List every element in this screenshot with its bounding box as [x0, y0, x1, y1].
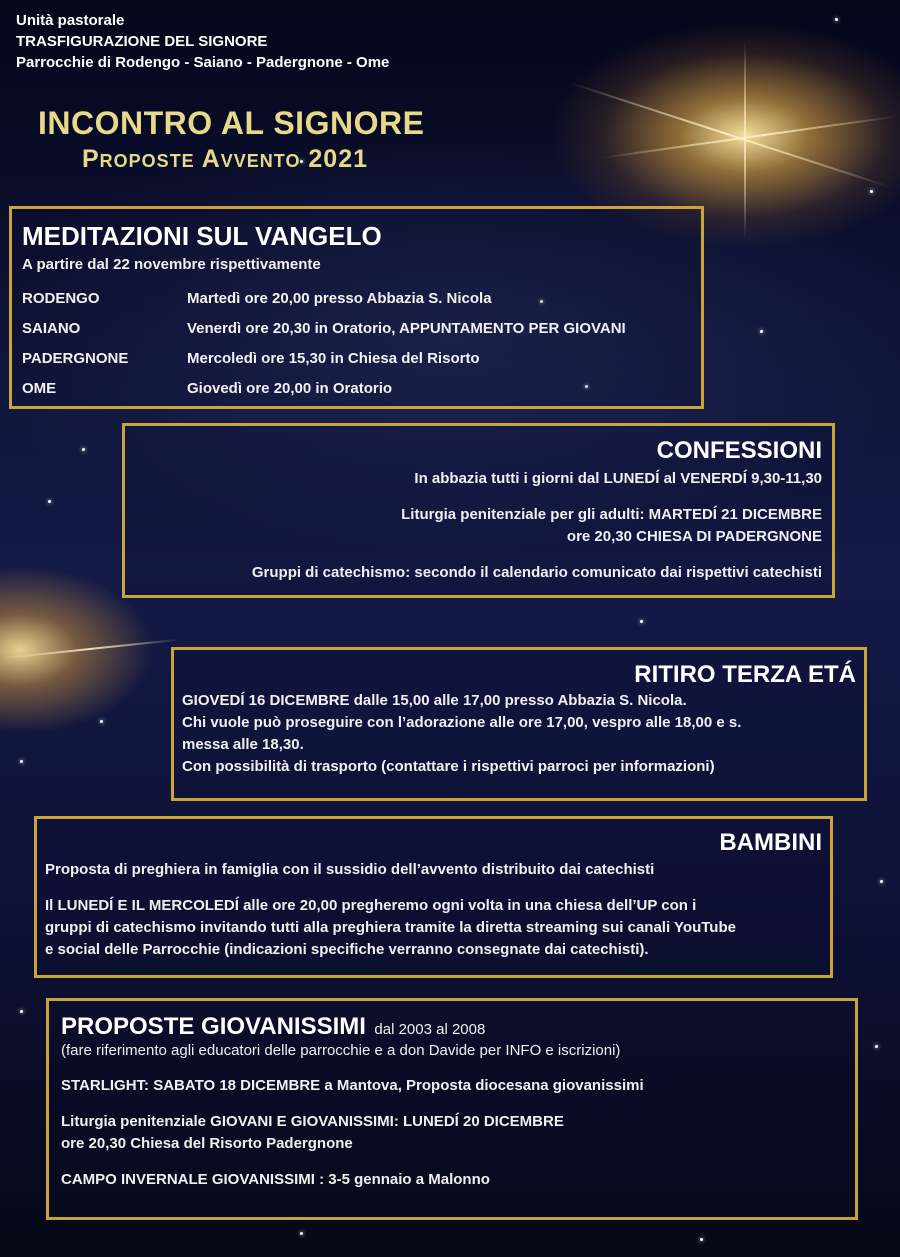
schedule-row	[22, 344, 691, 374]
bambini-line-2: Il LUNEDÍ E IL MERCOLEDÍ alle ore 20,00 pregheremo ogni volta in una chiesa dell’UP con i	[45, 897, 697, 914]
giovanissimi-heading	[61, 1013, 843, 1041]
star	[20, 760, 23, 763]
schedule-row	[22, 314, 691, 344]
ritiro-title: RITIRO TERZA ETÁ	[634, 661, 856, 688]
schedule-place: OME	[22, 380, 57, 397]
schedule-detail: Mercoledì ore 15,30 in Chiesa del Risorto	[187, 350, 480, 367]
star	[48, 500, 51, 503]
giovanissimi-title: PROPOSTE GIOVANISSIMI	[61, 1013, 366, 1040]
confessioni-line-3: ore 20,30 CHIESA DI PADERGNONE	[566, 528, 822, 545]
star	[880, 880, 883, 883]
light-flare	[601, 115, 898, 159]
bambini-line-3: gruppi di catechismo invitando tutti alla preghiera tramite la diretta streaming sui canali YouTube	[45, 919, 736, 936]
schedule-row	[22, 374, 691, 404]
star	[20, 1010, 23, 1013]
schedule-detail: Martedì ore 20,00 presso Abbazia S. Nicola	[187, 290, 492, 307]
confessioni-line-1: In abbazia tutti i giorni dal LUNEDÍ al VENERDÍ 9,30-11,30	[414, 470, 822, 487]
header-line-1: Unità pastorale	[16, 12, 125, 29]
star	[640, 620, 643, 623]
giovanissimi-line-2: Liturgia penitenziale GIOVANI E GIOVANISSIMI: LUNEDÍ 20 DICEMBRE	[61, 1113, 564, 1130]
star	[700, 1238, 703, 1241]
schedule-place: RODENGO	[22, 290, 100, 307]
schedule-detail: Giovedì ore 20,00 in Oratorio	[187, 380, 393, 397]
confessioni-box	[122, 423, 835, 598]
star	[870, 190, 873, 193]
ritiro-line-3: messa alle 18,30.	[182, 736, 304, 753]
star	[835, 18, 838, 21]
giovanissimi-line-3: ore 20,30 Chiesa del Risorto Padergnone	[61, 1135, 353, 1152]
star	[82, 448, 85, 451]
parish-header	[16, 10, 389, 73]
meditazioni-title: MEDITAZIONI SUL VANGELO	[22, 221, 382, 251]
bambini-title: BAMBINI	[719, 829, 822, 856]
bambini-box	[34, 816, 833, 978]
giovanissimi-note: (fare riferimento agli educatori delle parrocchie e a don Davide per INFO e iscrizioni)	[61, 1042, 621, 1059]
page-subtitle: Proposte Avvento 2021	[82, 145, 369, 173]
meditazioni-box	[9, 206, 704, 409]
schedule-row	[22, 284, 691, 314]
confessioni-line-2: Liturgia penitenziale per gli adulti: MARTEDÍ 21 DICEMBRE	[401, 506, 822, 523]
light-flare	[568, 82, 892, 189]
star	[760, 330, 763, 333]
ritiro-line-4: Con possibilità di trasporto (contattare i rispettivi parroci per informazioni)	[182, 758, 715, 775]
giovanissimi-line-4: CAMPO INVERNALE GIOVANISSIMI : 3-5 gennaio a Malonno	[61, 1171, 490, 1188]
bambini-line-1: Proposta di preghiera in famiglia con il sussidio dell’avvento distribuito dai catechisti	[45, 861, 655, 878]
schedule-place: SAIANO	[22, 320, 81, 337]
ritiro-box	[171, 647, 867, 801]
giovanissimi-line-1: STARLIGHT: SABATO 18 DICEMBRE a Mantova, Proposta diocesana giovanissimi	[61, 1077, 644, 1094]
meditazioni-intro: A partire dal 22 novembre rispettivamente	[22, 256, 321, 273]
light-flare	[0, 639, 179, 660]
star	[300, 1232, 303, 1235]
header-line-3: Parrocchie di Rodengo - Saiano - Padergnone - Ome	[16, 54, 390, 71]
giovanissimi-age-range: dal 2003 al 2008	[374, 1021, 486, 1038]
star	[100, 720, 103, 723]
schedule-detail: Venerdì ore 20,30 in Oratorio, APPUNTAMENTO PER GIOVANI	[187, 320, 626, 337]
ritiro-line-1: GIOVEDÍ 16 DICEMBRE dalle 15,00 alle 17,00 presso Abbazia S. Nicola.	[182, 692, 687, 709]
giovanissimi-box	[46, 998, 858, 1220]
confessioni-title: CONFESSIONI	[656, 437, 822, 464]
star	[875, 1045, 878, 1048]
page-title: INCONTRO AL SIGNORE	[38, 105, 425, 141]
confessioni-line-4: Gruppi di catechismo: secondo il calendario comunicato dai rispettivi catechisti	[251, 564, 822, 581]
bambini-line-4: e social delle Parrocchie (indicazioni specifiche verranno consegnate dai catechisti).	[45, 941, 649, 958]
header-line-2: TRASFIGURAZIONE DEL SIGNORE	[16, 33, 268, 50]
ritiro-line-2: Chi vuole può proseguire con l’adorazione alle ore 17,00, vespro alle 18,00 e s.	[182, 714, 742, 731]
schedule-place: PADERGNONE	[22, 350, 129, 367]
light-flare	[744, 40, 746, 240]
